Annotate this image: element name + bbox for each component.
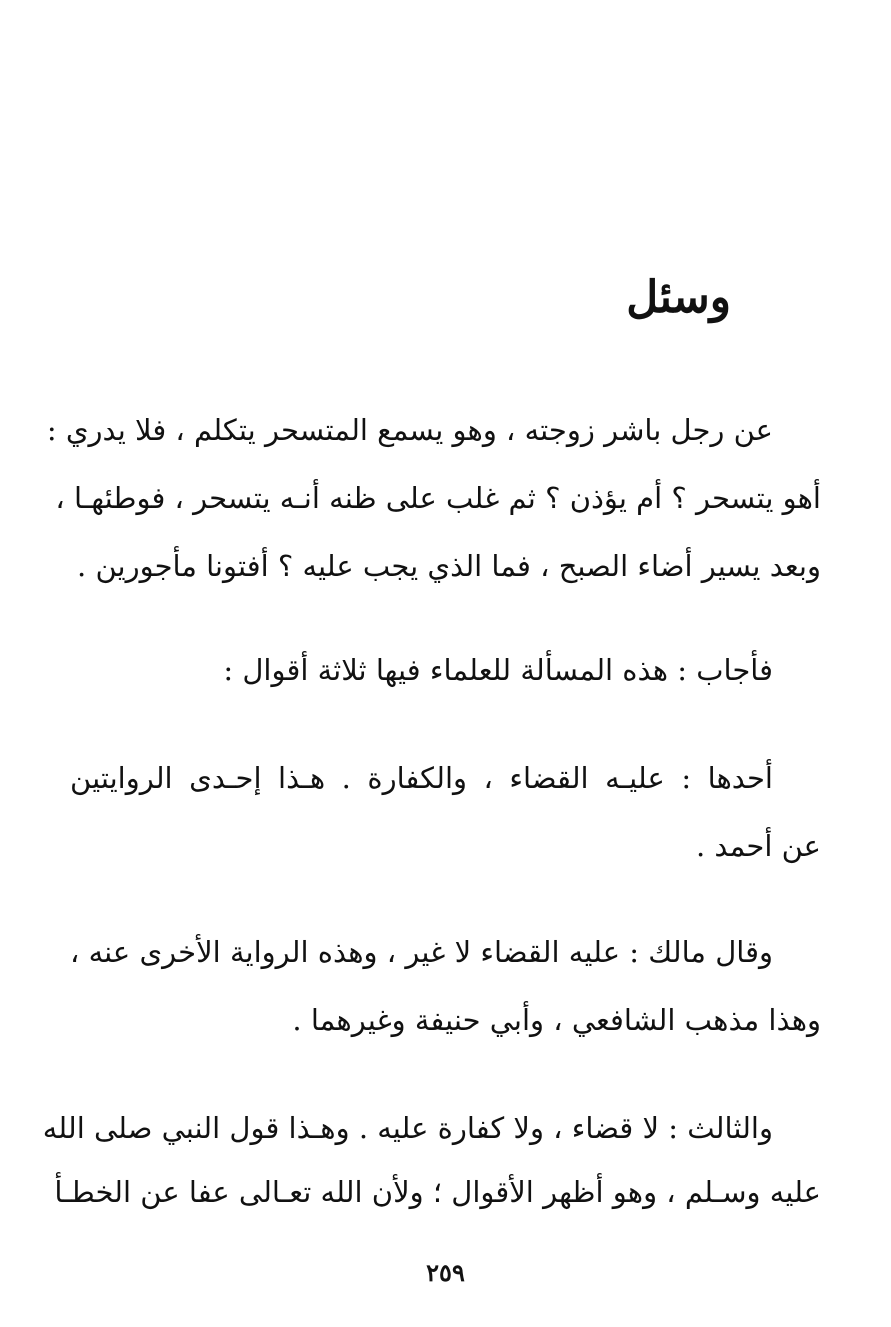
page-number: ٢٥٩ bbox=[426, 1258, 465, 1287]
question-line-3: وبعد يسير أضاء الصبح ، فما الذي يجب عليه ؟ أفتونا مأجورين . bbox=[77, 549, 821, 583]
second-opinion-line-1: وقال مالك : عليه القضاء لا غير ، وهذه الرواية الأخرى عنه ، bbox=[70, 935, 773, 969]
section-heading: وسئل bbox=[626, 272, 731, 323]
third-opinion-line-1: والثالث : لا قضاء ، ولا كفارة عليه . وهـذا قول النبي صلى الله bbox=[42, 1111, 773, 1145]
first-opinion-line-2: عن أحمد . bbox=[695, 829, 821, 863]
first-opinion-line-1: أحدها : عليـه القضاء ، والكفارة . هـذا إحـدى الروايتين bbox=[70, 761, 773, 795]
question-line-2: أهو يتسحر ؟ أم يؤذن ؟ ثم غلب على ظنه أنـه يتسحر ، فوطئهـا ، bbox=[55, 481, 821, 515]
second-opinion-line-2: وهذا مذهب الشافعي ، وأبي حنيفة وغيرهما . bbox=[292, 1003, 821, 1037]
answer-intro-line: فأجاب : هذه المسألة للعلماء فيها ثلاثة أقوال : bbox=[223, 653, 773, 687]
question-line-1: عن رجل باشر زوجته ، وهو يسمع المتسحر يتكلم ، فلا يدري : bbox=[46, 413, 773, 447]
third-opinion-line-2: عليه وسـلم ، وهو أظهر الأقوال ؛ ولأن الله تعـالى عفا عن الخطـأ bbox=[54, 1175, 821, 1209]
